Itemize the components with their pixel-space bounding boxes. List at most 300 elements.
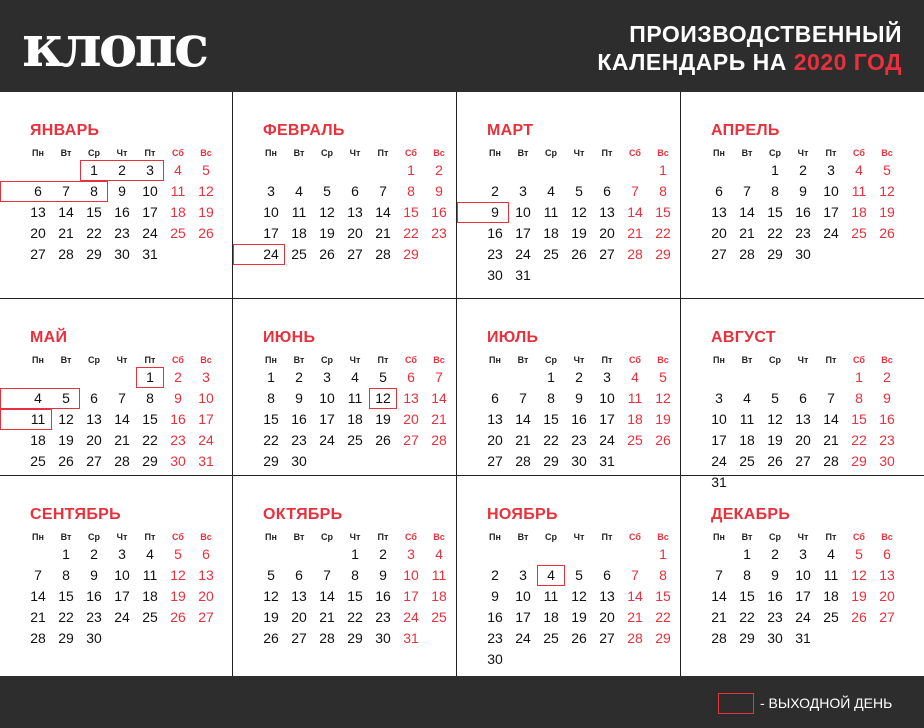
day-cell: 15 xyxy=(263,411,279,427)
day-cell: 5 xyxy=(575,183,583,199)
day-cell: 28 xyxy=(515,453,531,469)
day-cell: 8 xyxy=(351,567,359,583)
weekday-label: Пт xyxy=(144,355,156,365)
day-cell: 23 xyxy=(86,609,102,625)
day-cell: 2 xyxy=(799,162,807,178)
day-cell: 3 xyxy=(146,162,154,178)
day-cell: 2 xyxy=(295,369,303,385)
day-cell: 7 xyxy=(34,567,42,583)
day-cell: 12 xyxy=(375,390,391,406)
month-block xyxy=(681,476,905,676)
weekday-label: Вт xyxy=(741,148,753,158)
day-cell: 19 xyxy=(170,588,186,604)
month-name: ИЮНЬ xyxy=(263,329,316,346)
day-cell: 13 xyxy=(86,411,102,427)
weekday-label: Сб xyxy=(853,355,865,365)
day-cell: 25 xyxy=(543,246,559,262)
day-cell: 2 xyxy=(771,546,779,562)
day-cell: 27 xyxy=(711,246,727,262)
day-cell: 16 xyxy=(487,609,503,625)
day-cell: 17 xyxy=(198,411,214,427)
day-cell: 20 xyxy=(86,432,102,448)
weekday-label: Чт xyxy=(573,532,585,542)
day-cell: 30 xyxy=(487,651,503,667)
day-cell: 13 xyxy=(30,204,46,220)
holiday-highlight xyxy=(80,160,164,181)
day-cell: 4 xyxy=(855,162,863,178)
day-cell: 25 xyxy=(30,453,46,469)
weekday-label: Ср xyxy=(88,532,100,542)
day-cell: 5 xyxy=(575,567,583,583)
month-name: АВГУСТ xyxy=(711,329,776,346)
day-cell: 29 xyxy=(543,453,559,469)
day-cell: 26 xyxy=(58,453,74,469)
day-cell: 18 xyxy=(823,588,839,604)
day-cell: 20 xyxy=(198,588,214,604)
holiday-highlight xyxy=(457,202,509,223)
day-cell: 22 xyxy=(655,609,671,625)
day-cell: 29 xyxy=(86,246,102,262)
day-cell: 1 xyxy=(146,369,154,385)
weekday-label: Сб xyxy=(172,355,184,365)
day-cell: 6 xyxy=(34,183,42,199)
day-cell: 19 xyxy=(851,588,867,604)
day-cell: 17 xyxy=(263,225,279,241)
weekday-label: Ср xyxy=(769,355,781,365)
weekday-label: Пн xyxy=(489,355,501,365)
day-cell: 7 xyxy=(631,183,639,199)
weekday-label: Чт xyxy=(797,355,809,365)
day-cell: 8 xyxy=(771,183,779,199)
weekday-label: Пт xyxy=(825,148,837,158)
day-cell: 17 xyxy=(142,204,158,220)
day-cell: 6 xyxy=(491,390,499,406)
day-cell: 16 xyxy=(431,204,447,220)
day-cell: 11 xyxy=(170,183,186,199)
day-cell: 12 xyxy=(263,588,279,604)
day-cell: 31 xyxy=(198,453,214,469)
title-line-1: ПРОИЗВОДСТВЕННЫЙ xyxy=(629,21,902,47)
month-block xyxy=(457,92,681,292)
day-cell: 19 xyxy=(58,432,74,448)
weekday-label: Чт xyxy=(349,532,361,542)
weekday-label: Вс xyxy=(657,532,669,542)
month-name: ФЕВРАЛЬ xyxy=(263,122,345,139)
weekday-label: Вт xyxy=(60,532,72,542)
day-cell: 6 xyxy=(799,390,807,406)
day-cell: 11 xyxy=(347,390,363,406)
day-cell: 10 xyxy=(823,183,839,199)
month-block xyxy=(0,92,224,292)
day-cell: 18 xyxy=(627,411,643,427)
day-cell: 1 xyxy=(351,546,359,562)
day-cell: 18 xyxy=(543,225,559,241)
day-cell: 12 xyxy=(655,390,671,406)
day-cell: 4 xyxy=(295,183,303,199)
day-cell: 18 xyxy=(142,588,158,604)
day-cell: 12 xyxy=(58,411,74,427)
day-cell: 30 xyxy=(291,453,307,469)
day-cell: 15 xyxy=(543,411,559,427)
day-cell: 25 xyxy=(347,432,363,448)
day-cell: 27 xyxy=(291,630,307,646)
weekday-label: Пн xyxy=(32,532,44,542)
weekday-label: Пн xyxy=(713,355,725,365)
day-cell: 4 xyxy=(146,546,154,562)
day-cell: 8 xyxy=(659,567,667,583)
weekday-label: Пт xyxy=(601,355,613,365)
day-cell: 2 xyxy=(491,183,499,199)
day-cell: 11 xyxy=(739,411,755,427)
holiday-highlight xyxy=(233,244,285,265)
day-cell: 16 xyxy=(375,588,391,604)
day-cell: 14 xyxy=(739,204,755,220)
day-cell: 10 xyxy=(114,567,130,583)
day-cell: 27 xyxy=(879,609,895,625)
day-cell: 18 xyxy=(543,609,559,625)
day-cell: 23 xyxy=(795,225,811,241)
day-cell: 10 xyxy=(599,390,615,406)
day-cell: 8 xyxy=(62,567,70,583)
day-cell: 21 xyxy=(58,225,74,241)
day-cell: 20 xyxy=(487,432,503,448)
day-cell: 7 xyxy=(118,390,126,406)
weekday-label: Пн xyxy=(32,148,44,158)
month-block xyxy=(681,299,905,499)
weekday-label: Пт xyxy=(377,148,389,158)
day-cell: 20 xyxy=(795,432,811,448)
day-cell: 26 xyxy=(198,225,214,241)
day-cell: 9 xyxy=(883,390,891,406)
day-cell: 7 xyxy=(715,567,723,583)
day-cell: 5 xyxy=(62,390,70,406)
day-cell: 25 xyxy=(627,432,643,448)
day-cell: 21 xyxy=(515,432,531,448)
day-cell: 9 xyxy=(435,183,443,199)
day-cell: 4 xyxy=(34,390,42,406)
day-cell: 1 xyxy=(62,546,70,562)
day-cell: 22 xyxy=(655,225,671,241)
day-cell: 10 xyxy=(198,390,214,406)
day-cell: 28 xyxy=(114,453,130,469)
day-cell: 8 xyxy=(90,183,98,199)
weekday-label: Пн xyxy=(489,148,501,158)
day-cell: 1 xyxy=(267,369,275,385)
day-cell: 9 xyxy=(379,567,387,583)
day-cell: 3 xyxy=(407,546,415,562)
day-cell: 3 xyxy=(202,369,210,385)
day-cell: 15 xyxy=(655,204,671,220)
day-cell: 22 xyxy=(142,432,158,448)
day-cell: 15 xyxy=(403,204,419,220)
day-cell: 10 xyxy=(403,567,419,583)
weekday-label: Сб xyxy=(405,532,417,542)
day-cell: 4 xyxy=(435,546,443,562)
day-cell: 4 xyxy=(547,567,555,583)
day-cell: 15 xyxy=(767,204,783,220)
day-cell: 1 xyxy=(407,162,415,178)
day-cell: 25 xyxy=(291,246,307,262)
day-cell: 27 xyxy=(795,453,811,469)
day-cell: 29 xyxy=(739,630,755,646)
day-cell: 28 xyxy=(319,630,335,646)
calendar-grid xyxy=(0,92,924,676)
weekday-label: Сб xyxy=(629,148,641,158)
day-cell: 30 xyxy=(487,267,503,283)
day-cell: 25 xyxy=(543,630,559,646)
weekday-label: Сб xyxy=(853,148,865,158)
day-cell: 15 xyxy=(655,588,671,604)
weekday-label: Пн xyxy=(489,532,501,542)
day-cell: 22 xyxy=(347,609,363,625)
day-cell: 26 xyxy=(319,246,335,262)
day-cell: 31 xyxy=(795,630,811,646)
day-cell: 21 xyxy=(431,411,447,427)
day-cell: 16 xyxy=(86,588,102,604)
day-cell: 5 xyxy=(323,183,331,199)
day-cell: 14 xyxy=(30,588,46,604)
day-cell: 5 xyxy=(659,369,667,385)
day-cell: 15 xyxy=(347,588,363,604)
title-line-2 xyxy=(597,48,902,76)
day-cell: 27 xyxy=(487,453,503,469)
day-cell: 22 xyxy=(86,225,102,241)
day-cell: 24 xyxy=(114,609,130,625)
day-cell: 5 xyxy=(883,162,891,178)
weekday-label: Пн xyxy=(32,355,44,365)
day-cell: 19 xyxy=(198,204,214,220)
weekday-label: Ср xyxy=(88,148,100,158)
day-cell: 7 xyxy=(827,390,835,406)
weekday-label: Пн xyxy=(265,148,277,158)
day-cell: 4 xyxy=(351,369,359,385)
day-cell: 14 xyxy=(515,411,531,427)
day-cell: 18 xyxy=(739,432,755,448)
weekday-label: Пн xyxy=(265,355,277,365)
weekday-label: Сб xyxy=(405,355,417,365)
month-name: ДЕКАБРЬ xyxy=(711,506,791,523)
day-cell: 18 xyxy=(431,588,447,604)
day-cell: 22 xyxy=(403,225,419,241)
day-cell: 5 xyxy=(174,546,182,562)
day-cell: 27 xyxy=(403,432,419,448)
day-cell: 8 xyxy=(855,390,863,406)
weekday-label: Вс xyxy=(433,355,445,365)
day-cell: 21 xyxy=(739,225,755,241)
day-cell: 27 xyxy=(30,246,46,262)
weekday-label: Чт xyxy=(797,532,809,542)
day-cell: 30 xyxy=(571,453,587,469)
weekday-label: Пт xyxy=(144,148,156,158)
weekday-label: Ср xyxy=(321,148,333,158)
day-cell: 12 xyxy=(767,411,783,427)
day-cell: 11 xyxy=(627,390,643,406)
day-cell: 9 xyxy=(90,567,98,583)
day-cell: 18 xyxy=(347,411,363,427)
day-cell: 28 xyxy=(627,630,643,646)
page-title xyxy=(597,20,902,76)
month-name: АПРЕЛЬ xyxy=(711,122,780,139)
day-cell: 12 xyxy=(170,567,186,583)
day-cell: 3 xyxy=(267,183,275,199)
weekday-label: Вт xyxy=(60,355,72,365)
day-cell: 7 xyxy=(743,183,751,199)
day-cell: 20 xyxy=(30,225,46,241)
weekday-label: Чт xyxy=(573,355,585,365)
title-prefix: КАЛЕНДАРЬ НА xyxy=(597,49,787,75)
day-cell: 22 xyxy=(58,609,74,625)
day-cell: 20 xyxy=(403,411,419,427)
day-cell: 9 xyxy=(491,204,499,220)
day-cell: 12 xyxy=(319,204,335,220)
day-cell: 4 xyxy=(743,390,751,406)
weekday-label: Ср xyxy=(545,355,557,365)
weekday-label: Вс xyxy=(200,355,212,365)
day-cell: 12 xyxy=(879,183,895,199)
month-name: СЕНТЯБРЬ xyxy=(30,506,121,523)
day-cell: 9 xyxy=(771,567,779,583)
weekday-label: Вс xyxy=(200,532,212,542)
day-cell: 23 xyxy=(487,630,503,646)
weekday-label: Чт xyxy=(349,355,361,365)
weekday-label: Вт xyxy=(293,532,305,542)
day-cell: 17 xyxy=(599,411,615,427)
day-cell: 21 xyxy=(375,225,391,241)
weekday-label: Вс xyxy=(433,532,445,542)
day-cell: 15 xyxy=(86,204,102,220)
day-cell: 1 xyxy=(855,369,863,385)
day-cell: 31 xyxy=(142,246,158,262)
day-cell: 18 xyxy=(851,204,867,220)
day-cell: 16 xyxy=(571,411,587,427)
weekday-label: Пт xyxy=(601,148,613,158)
day-cell: 30 xyxy=(879,453,895,469)
day-cell: 26 xyxy=(655,432,671,448)
day-cell: 3 xyxy=(519,567,527,583)
day-cell: 2 xyxy=(435,162,443,178)
day-cell: 19 xyxy=(375,411,391,427)
day-cell: 11 xyxy=(823,567,839,583)
weekday-label: Вт xyxy=(517,148,529,158)
month-block xyxy=(233,92,457,292)
day-cell: 30 xyxy=(170,453,186,469)
day-cell: 26 xyxy=(879,225,895,241)
day-cell: 15 xyxy=(739,588,755,604)
day-cell: 24 xyxy=(319,432,335,448)
day-cell: 16 xyxy=(879,411,895,427)
day-cell: 6 xyxy=(295,567,303,583)
day-cell: 3 xyxy=(118,546,126,562)
day-cell: 1 xyxy=(743,546,751,562)
day-cell: 16 xyxy=(170,411,186,427)
day-cell: 1 xyxy=(547,369,555,385)
day-cell: 5 xyxy=(202,162,210,178)
day-cell: 26 xyxy=(571,630,587,646)
day-cell: 1 xyxy=(659,546,667,562)
weekday-label: Вс xyxy=(657,355,669,365)
weekday-label: Вс xyxy=(881,355,893,365)
day-cell: 8 xyxy=(267,390,275,406)
weekday-label: Вт xyxy=(293,148,305,158)
day-cell: 22 xyxy=(851,432,867,448)
day-cell: 30 xyxy=(767,630,783,646)
day-cell: 11 xyxy=(543,588,559,604)
day-cell: 29 xyxy=(58,630,74,646)
day-cell: 14 xyxy=(319,588,335,604)
weekday-label: Вс xyxy=(881,148,893,158)
day-cell: 22 xyxy=(739,609,755,625)
day-cell: 23 xyxy=(487,246,503,262)
weekday-label: Ср xyxy=(321,532,333,542)
day-cell: 9 xyxy=(174,390,182,406)
weekday-label: Сб xyxy=(172,148,184,158)
day-cell: 13 xyxy=(347,204,363,220)
day-cell: 13 xyxy=(291,588,307,604)
weekday-label: Пт xyxy=(377,355,389,365)
day-cell: 21 xyxy=(319,609,335,625)
day-cell: 12 xyxy=(571,204,587,220)
day-cell: 28 xyxy=(375,246,391,262)
legend-swatch xyxy=(718,693,754,714)
day-cell: 4 xyxy=(174,162,182,178)
day-cell: 24 xyxy=(515,630,531,646)
day-cell: 3 xyxy=(323,369,331,385)
day-cell: 2 xyxy=(90,546,98,562)
day-cell: 28 xyxy=(627,246,643,262)
day-cell: 10 xyxy=(795,567,811,583)
day-cell: 30 xyxy=(375,630,391,646)
day-cell: 16 xyxy=(795,204,811,220)
day-cell: 7 xyxy=(435,369,443,385)
day-cell: 22 xyxy=(543,432,559,448)
day-cell: 25 xyxy=(823,609,839,625)
month-block xyxy=(233,476,457,676)
day-cell: 25 xyxy=(431,609,447,625)
day-cell: 29 xyxy=(403,246,419,262)
month-block xyxy=(457,299,681,499)
holiday-highlight xyxy=(0,388,80,409)
day-cell: 24 xyxy=(403,609,419,625)
day-cell: 9 xyxy=(295,390,303,406)
day-cell: 21 xyxy=(114,432,130,448)
day-cell: 13 xyxy=(487,411,503,427)
day-cell: 19 xyxy=(319,225,335,241)
day-cell: 24 xyxy=(515,246,531,262)
day-cell: 15 xyxy=(851,411,867,427)
logo: клопс xyxy=(22,12,207,80)
day-cell: 29 xyxy=(655,246,671,262)
day-cell: 21 xyxy=(627,225,643,241)
day-cell: 27 xyxy=(599,630,615,646)
weekday-label: Вс xyxy=(881,532,893,542)
weekday-label: Чт xyxy=(349,148,361,158)
day-cell: 7 xyxy=(62,183,70,199)
day-cell: 14 xyxy=(431,390,447,406)
day-cell: 14 xyxy=(375,204,391,220)
weekday-label: Сб xyxy=(405,148,417,158)
day-cell: 23 xyxy=(170,432,186,448)
day-cell: 16 xyxy=(291,411,307,427)
month-name: МАРТ xyxy=(487,122,534,139)
holiday-highlight xyxy=(537,565,565,586)
weekday-label: Ср xyxy=(769,532,781,542)
day-cell: 17 xyxy=(711,432,727,448)
day-cell: 12 xyxy=(851,567,867,583)
day-cell: 17 xyxy=(403,588,419,604)
day-cell: 14 xyxy=(627,204,643,220)
weekday-label: Вт xyxy=(517,355,529,365)
day-cell: 6 xyxy=(603,567,611,583)
